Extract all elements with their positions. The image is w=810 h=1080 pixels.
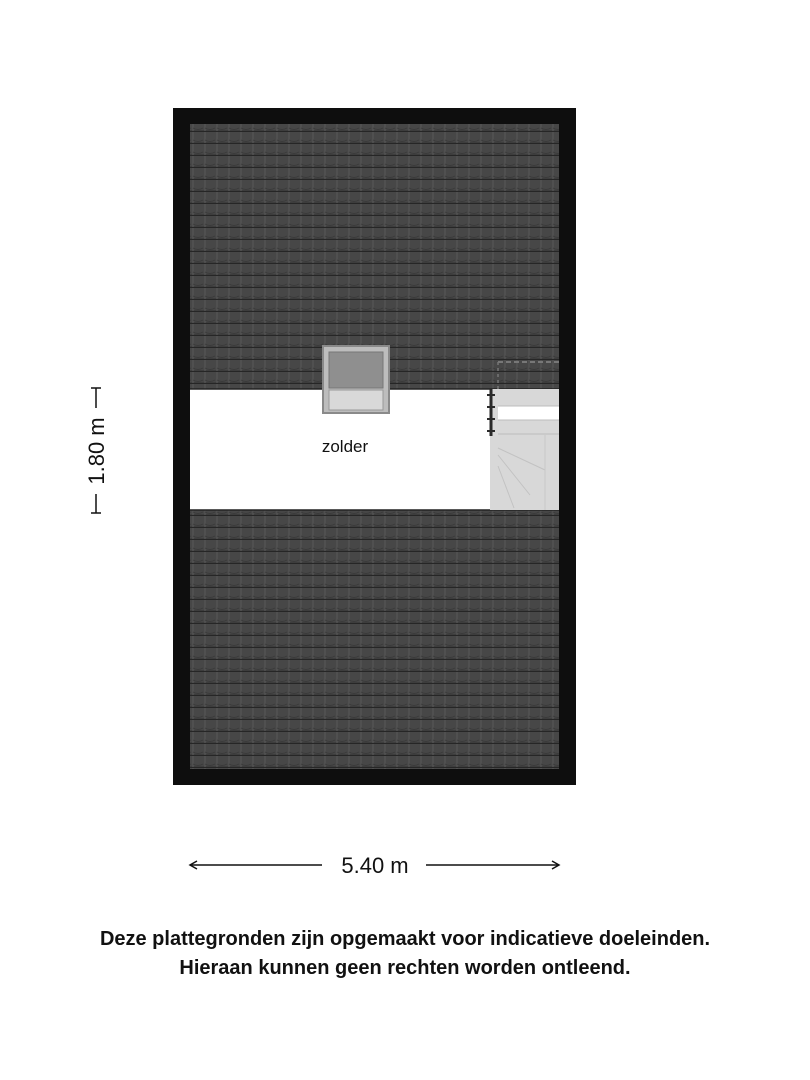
roof-tiles-lower [190, 510, 559, 769]
room-label: zolder [321, 437, 369, 456]
dimension-width-label: 5.40 m [341, 853, 409, 878]
dimension-height-label: 1.80 m [84, 417, 109, 485]
disclaimer-line-2: Hieraan kunnen geen rechten worden ontleend. [179, 957, 631, 979]
skylight-icon [323, 346, 389, 413]
disclaimer-line-1: Deze plattegronden zijn opgemaakt voor indicatieve doeleinden. [99, 928, 711, 950]
width-dimension [190, 850, 559, 880]
height-dimension [82, 388, 110, 513]
